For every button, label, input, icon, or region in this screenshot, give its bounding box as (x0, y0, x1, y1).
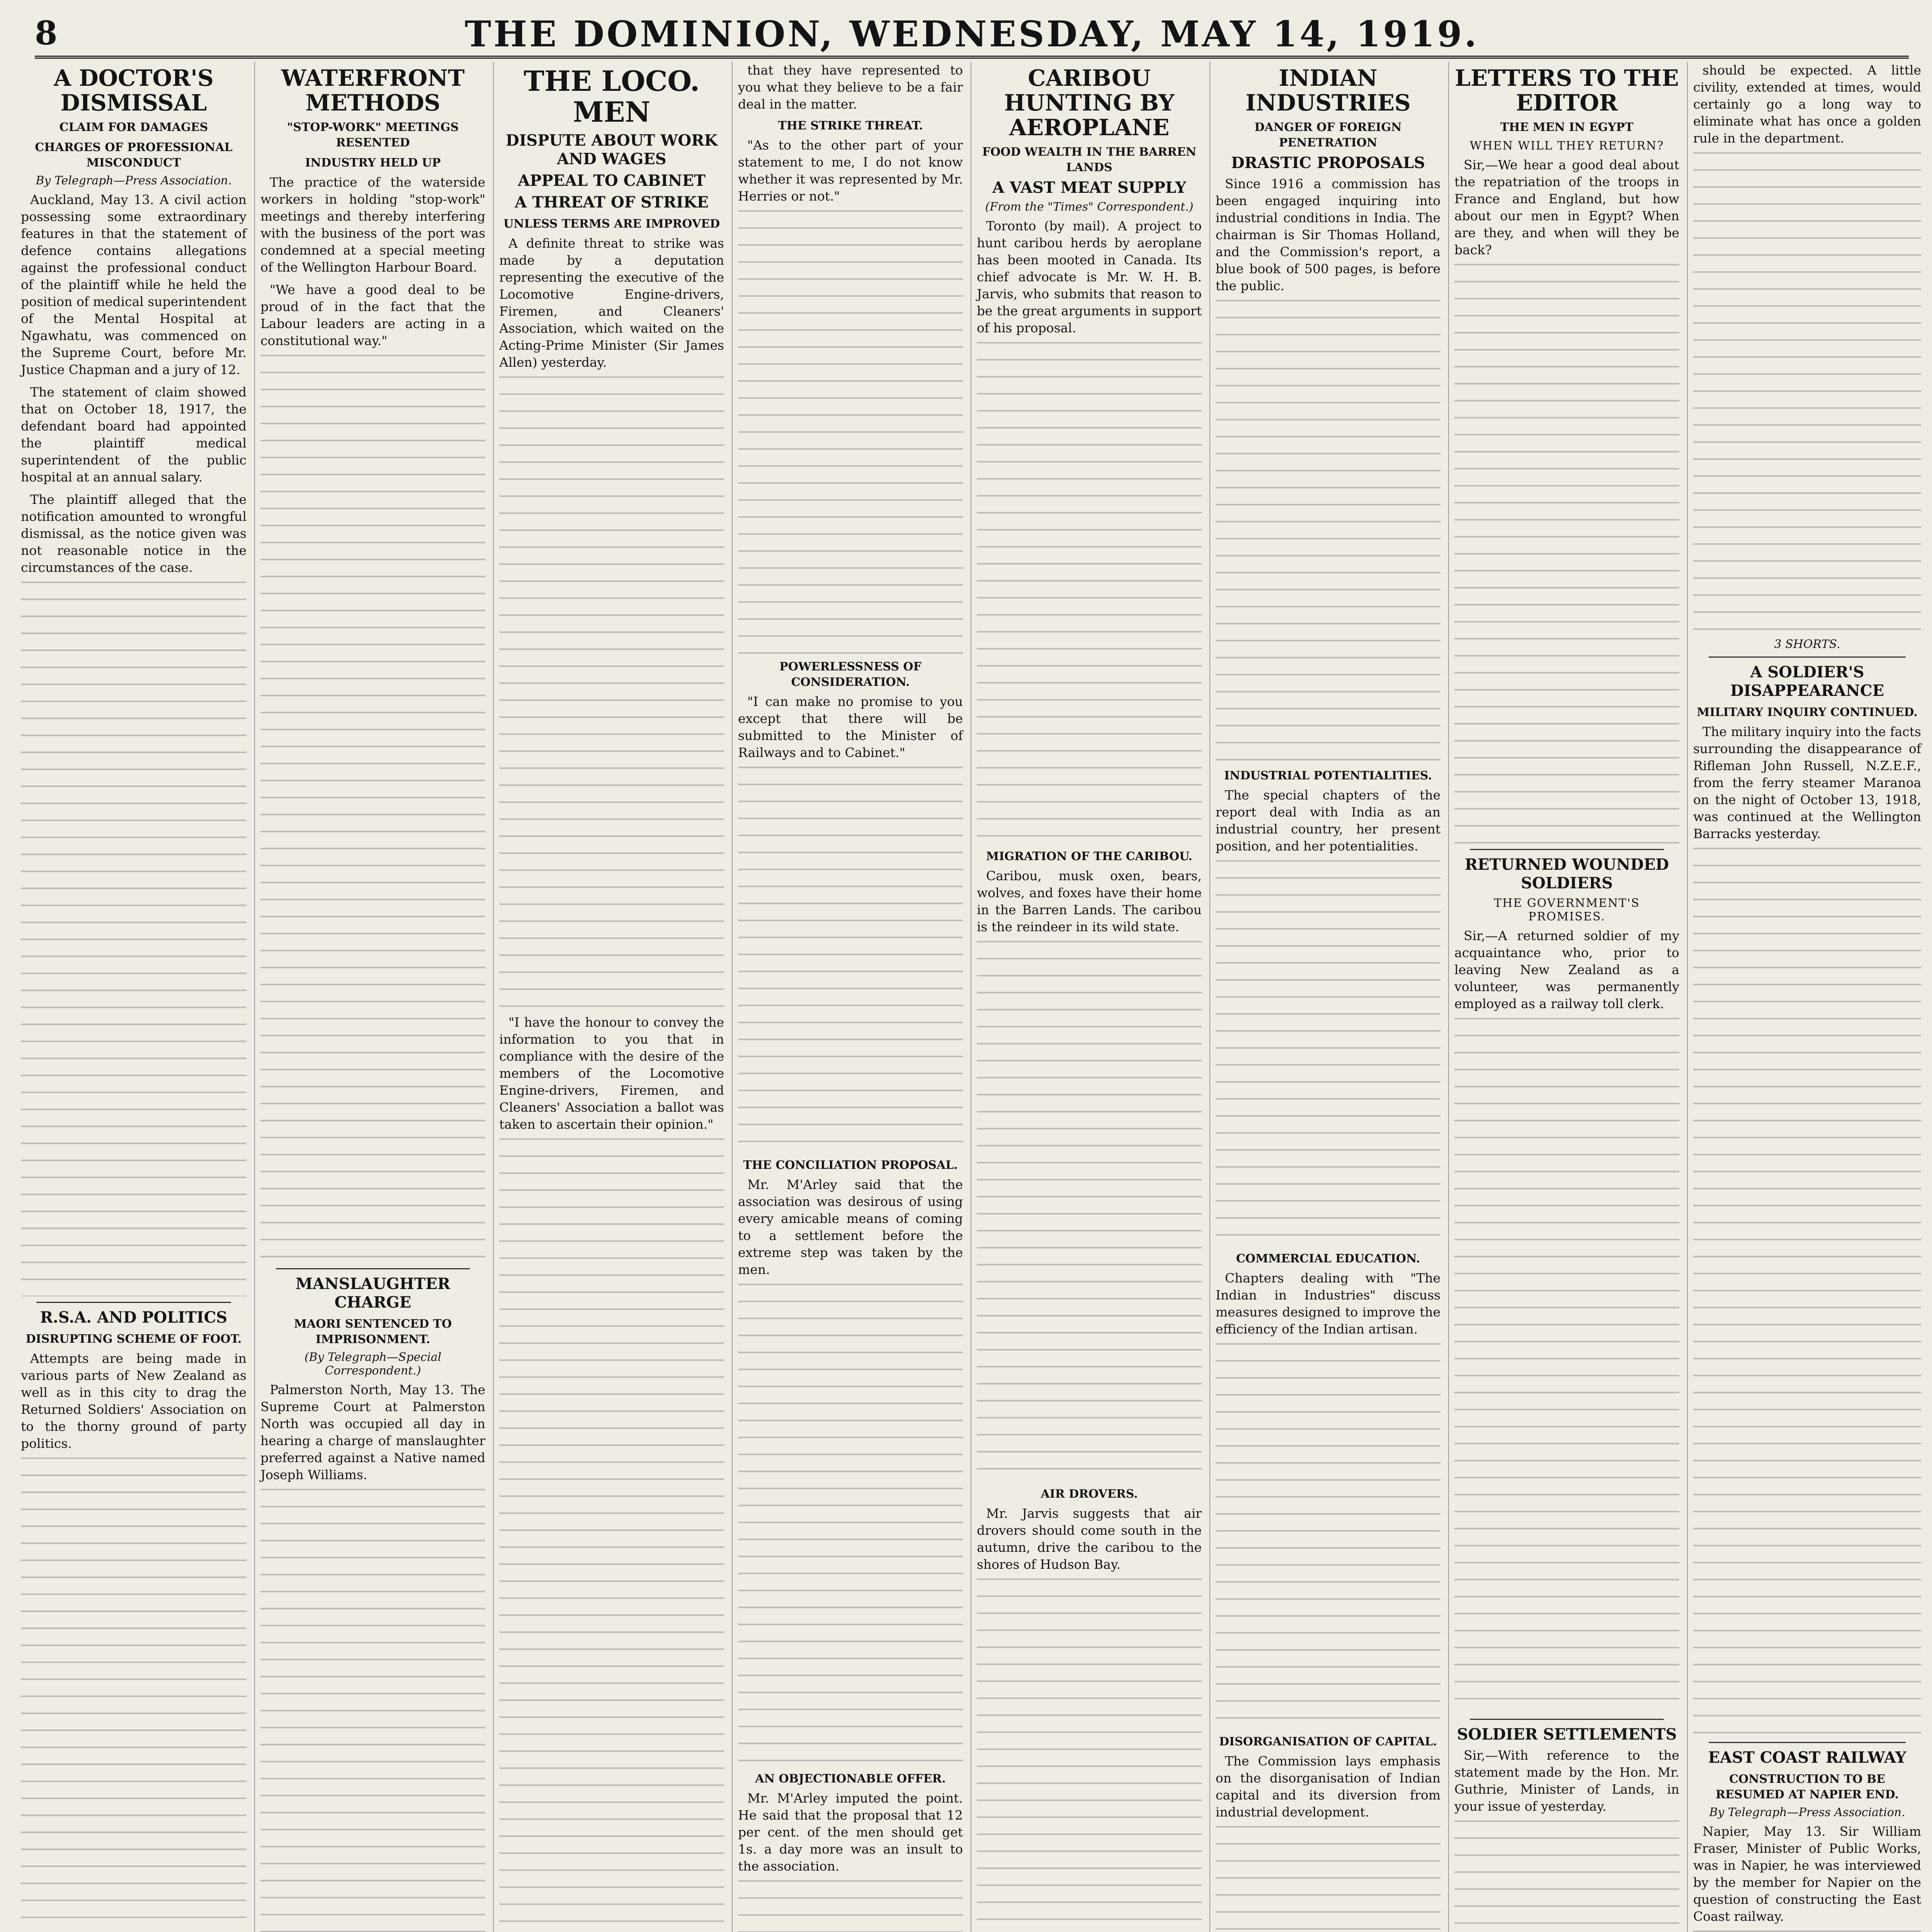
body-text-block (260, 355, 485, 1263)
column-1 (15, 62, 252, 1932)
letter-paragraph: Sir,—We hear a good deal about the repatriation of the troops in France and England, but how about our men in Egypt? When are they, and when will they be back? (1454, 157, 1679, 257)
article-paragraph: The practice of the waterside workers in holding "stop-work" meetings and thereby interfering with the business of the port was condemned at a special meeting of the Wellington Harbour Board. (260, 175, 485, 275)
deck-maori-sentenced: MAORI SENTENCED TO IMPRISONMENT. (294, 1317, 452, 1346)
source-line: (From the "Times" Correspondent.) (985, 200, 1194, 214)
article-paragraph: "I can make no promise to you except that there will be submitted to the Minister of Railways and to Cabinet." (738, 694, 963, 760)
article-paragraph: Caribou, musk oxen, bears, wolves, and foxes have their home in the Barren Lands. The caribou is the reindeer in its wild state. (977, 868, 1202, 934)
masthead (35, 11, 1909, 59)
headline-returned-wounded: RETURNED WOUNDED SOLDIERS (1464, 855, 1669, 892)
article-paragraph: The plaintiff alleged that the notification amounted to wrongful dismissal, as the notice given was not reasonable notice in the circumstances of the case. (21, 492, 247, 575)
body-text-block (21, 582, 247, 1296)
body-text-block (1693, 1930, 1921, 1932)
deck-disrupting-scheme: DISRUPTING SCHEME OF FOOT. (26, 1332, 242, 1346)
article-paragraph: Auckland, May 13. A civil action possessing some extraordinary features in that the statement of defence contains allegations against the professional conduct of the plaintiff while he held the position of medical superintendent of the Mental Hospital at Ngawhatu, was commenced on the Supreme Court, before Mr. Justice Chapman and a jury of 12. (21, 192, 247, 377)
subhead-industrial-potentialities: INDUSTRIAL POTENTIALITIES. (1224, 769, 1432, 782)
article-paragraph: "We have a good deal to be proud of in the fact that the Labour leaders are acting in a constitutional way." (260, 282, 485, 348)
subhead-air-drovers: AIR DROVERS. (1041, 1487, 1138, 1501)
headline-manslaughter-charge: MANSLAUGHTER CHARGE (295, 1275, 451, 1311)
headline-east-coast-railway: EAST COAST RAILWAY (1708, 1748, 1906, 1767)
headline-letters-to-editor: LETTERS TO THE EDITOR (1455, 65, 1679, 116)
article-paragraph: Since 1916 a commission has been engaged inquiring into industrial conditions in India. The chairman is Sir Thomas Holland, and the Commission's report, a blue book of 500 pages, is before the public. (1216, 176, 1440, 293)
body-text-block (738, 767, 963, 1153)
deck-threat-of-strike: A THREAT OF STRIKE (515, 193, 709, 211)
article-paragraph: The Commission lays emphasis on the disorganisation of Indian capital and its diversion from industrial development. (1216, 1753, 1440, 1820)
article-paragraph: The military inquiry into the facts surrounding the disappearance of Rifleman John Russell, N.Z.E.F., from the ferry steamer Maranoa on the night of October 13, 1918, was continued at the Wellington Barracks yesterday. (1693, 724, 1921, 841)
subhead-men-in-egypt: THE MEN IN EGYPT (1500, 121, 1634, 134)
body-text-block (977, 941, 1202, 1482)
divider (1470, 849, 1664, 850)
body-text-block (1454, 1820, 1679, 1932)
letter-paragraph: Sir,—With reference to the statement made by the Hon. Mr. Guthrie, Minister of Lands, in your issue of yesterday. (1454, 1748, 1679, 1814)
article-paragraph: "I have the honour to convey the information to you that in compliance with the desire of the members of the Locomotive Engine-drivers, Firemen, and Cleaners' Association a ballot was taken to ascertain their opinion." (499, 1015, 724, 1132)
body-text-block (738, 1880, 963, 1932)
body-text-block (21, 1458, 247, 1932)
body-text-block (738, 210, 963, 655)
letter-paragraph: Sir,—A returned soldier of my acquaintance who, prior to leaving New Zealand as a volunteer, was permanently employed as a railway toll clerk. (1454, 928, 1679, 1011)
subhead-objectionable-offer: AN OBJECTIONABLE OFFER. (755, 1772, 946, 1786)
subhead-military-inquiry: MILITARY INQUIRY CONTINUED. (1697, 706, 1918, 719)
body-text-block (499, 376, 724, 1014)
deck-appeal-to-cabinet: APPEAL TO CABINET (518, 172, 706, 190)
headline-caribou-hunting: CARIBOU HUNTING BY AEROPLANE (1004, 65, 1175, 141)
body-text-block (1216, 1826, 1440, 1932)
headline-doctors-dismissal: A DOCTOR'S DISMISSAL (54, 65, 214, 116)
column-3 (493, 62, 730, 1932)
subhead-food-wealth: FOOD WEALTH IN THE BARREN LANDS (982, 145, 1197, 174)
body-text-block (260, 1489, 485, 1932)
divider (1709, 656, 1906, 658)
body-text-block (1693, 152, 1921, 635)
subhead-strike-threat: THE STRIKE THREAT. (778, 119, 923, 133)
article-paragraph: Chapters dealing with "The Indian in Industries" discuss measures designed to improve the efficiency of the Indian artisan. (1216, 1270, 1440, 1337)
headline-soldier-settlements: SOLDIER SETTLEMENTS (1457, 1725, 1677, 1743)
newspaper-title: THE DOMINION, WEDNESDAY, MAY 14, 1919. (464, 13, 1479, 55)
headline-waterfront-methods: WATERFRONT METHODS (281, 65, 465, 116)
subhead-powerlessness: POWERLESSNESS OF CONSIDERATION. (779, 660, 922, 689)
deck-government-promises: THE GOVERNMENT'S PROMISES. (1494, 896, 1640, 923)
column-6 (1209, 62, 1446, 1932)
divider (1709, 1742, 1906, 1743)
byline: By Telegraph—Press Association. (36, 174, 232, 187)
subhead-claim-for-damages: CLAIM FOR DAMAGES (59, 121, 208, 134)
headline-indian-industries: INDIAN INDUSTRIES (1245, 65, 1411, 116)
body-text-block (1216, 1343, 1440, 1730)
subhead-foreign-penetration: DANGER OF FOREIGN PENETRATION (1254, 121, 1402, 150)
article-paragraph: The special chapters of the report deal with India as an industrial country, her present position, and her potentialities. (1216, 787, 1440, 854)
divider (1470, 1719, 1664, 1720)
column-4 (732, 62, 968, 1932)
letter-signoff: 3 SHORTS. (1774, 638, 1840, 651)
article-paragraph: that they have represented to you what they believe to be a fair deal in the matter. (738, 63, 963, 112)
column-2 (254, 62, 491, 1932)
deck-when-will-they-return: WHEN WILL THEY RETURN? (1469, 139, 1664, 153)
headline-soldiers-disappearance: A SOLDIER'S DISAPPEARANCE (1730, 663, 1884, 700)
article-paragraph: "As to the other part of your statement to me, I do not know whether it was represented by Mr. Herries or not." (738, 138, 963, 204)
page-number: 8 (35, 14, 58, 52)
deck-charges: CHARGES OF PROFESSIONAL MISCONDUCT (35, 141, 233, 170)
article-paragraph: Mr. M'Arley said that the association was desirous of using every amicable means of coming to a settlement before the extreme step was taken by the men. (738, 1177, 963, 1277)
body-text-block (1216, 300, 1440, 764)
deck-construction-resumed: CONSTRUCTION TO BE RESUMED AT NAPIER END. (1716, 1772, 1899, 1801)
column-7 (1448, 62, 1685, 1932)
subhead-dispute: DISPUTE ABOUT WORK AND WAGES (505, 131, 718, 168)
article-paragraph: Mr. Jarvis suggests that air drovers should come south in the autumn, drive the caribou to the shores of Hudson Bay. (977, 1506, 1202, 1572)
body-text-block (1454, 1018, 1679, 1713)
subhead-migration: MIGRATION OF THE CARIBOU. (986, 850, 1192, 863)
subhead-stop-work: "STOP-WORK" MEETINGS RESENTED (287, 121, 459, 150)
divider (276, 1268, 470, 1269)
byline: (By Telegraph—Special Correspondent.) (304, 1350, 442, 1378)
columns (15, 62, 1927, 1932)
article-paragraph: Toronto (by mail). A project to hunt caribou herds by aeroplane has been mooted in Canada. Its chief advocate is Mr. W. H. B. Jarvis, who submits that reason to be the great arguments in support of his proposal. (977, 218, 1202, 335)
letter-paragraph: should be expected. A little civility, extended at times, would certainly go a long way to eliminate what has once a golden rule in the department. (1693, 63, 1921, 146)
body-text-block (977, 1578, 1202, 1932)
divider (36, 1302, 231, 1303)
article-paragraph: The statement of claim showed that on October 18, 1917, the defendant board had appointed the plaintiff medical superintendent of the public hospital at an annual salary. (21, 384, 247, 485)
subhead-disorganisation: DISORGANISATION OF CAPITAL. (1219, 1735, 1437, 1748)
deck-industry-held-up: INDUSTRY HELD UP (305, 156, 441, 170)
body-text-block (499, 1138, 724, 1932)
column-5 (971, 62, 1207, 1932)
article-paragraph: Napier, May 13. Sir William Fraser, Minister of Public Works, was in Napier, he was interviewed by the member for Napier on the question of constructing the East Coast railway. (1693, 1824, 1921, 1924)
column-8 (1687, 62, 1927, 1932)
article-paragraph: A definite threat to strike was made by a deputation representing the executive of the Locomotive Engine-drivers, Firemen, and Cleaners' Association, which waited on the Acting-Prime Minister (Sir James Allen) yesterday. (499, 236, 724, 370)
article-paragraph: Attempts are being made in various parts of New Zealand as well as in this city to drag the Returned Soldiers' Association on to the thorny ground of party politics. (21, 1351, 247, 1451)
headline-rsa-politics: R.S.A. AND POLITICS (40, 1308, 228, 1327)
deck-drastic-proposals: DRASTIC PROPOSALS (1231, 154, 1425, 172)
byline: By Telegraph—Press Association. (1709, 1806, 1905, 1819)
body-text-block (977, 342, 1202, 844)
body-text-block (738, 1284, 963, 1767)
article-paragraph: Palmerston North, May 13. The Supreme Court at Palmerston North was occupied all day in hearing a charge of manslaughter preferred against a Native named Joseph Williams. (260, 1382, 485, 1482)
body-text-block (1693, 848, 1921, 1736)
deck-unless-terms: UNLESS TERMS ARE IMPROVED (503, 217, 720, 231)
body-text-block (1454, 264, 1679, 844)
headline-loco-men: THE LOCO. MEN (524, 65, 700, 128)
subhead-commercial-education: COMMERCIAL EDUCATION. (1236, 1252, 1420, 1265)
subhead-conciliation: THE CONCILIATION PROPOSAL. (743, 1158, 958, 1172)
deck-vast-meat-supply: A VAST MEAT SUPPLY (992, 179, 1186, 197)
body-text-block (1216, 860, 1440, 1247)
article-paragraph: Mr. M'Arley imputed the point. He said that the proposal that 12 per cent. of the men should get 1s. a day more was an insult to the association. (738, 1791, 963, 1874)
